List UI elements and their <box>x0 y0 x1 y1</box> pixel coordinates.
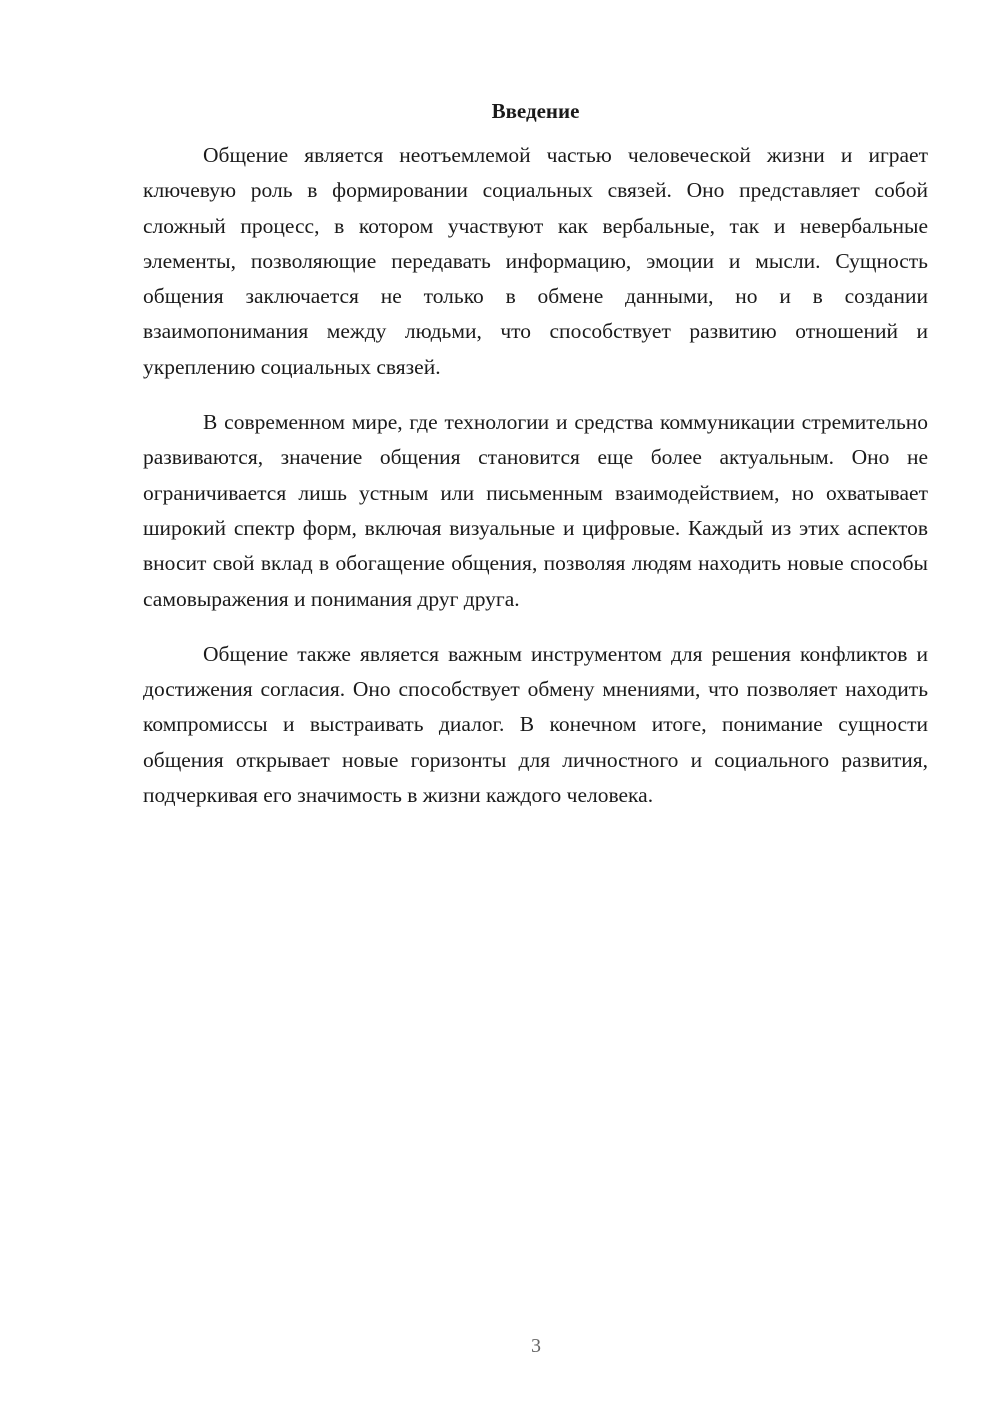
page-content <box>143 96 928 833</box>
paragraph-3: Общение также является важным инструментом для решения конфликтов и достижения согласия. Оно способствует обмену мнениями, что позволяет находить компромиссы и выстраивать диалог. В конечном итоге, понимание сущности общения открывает новые горизонты для личностного и социального развития, подчеркивая его значимость в жизни каждого человека. <box>143 641 928 808</box>
section-title: Введение <box>491 99 580 123</box>
paragraph-1: Общение является неотъемлемой частью человеческой жизни и играет ключевую роль в формировании социальных связей. Оно представляет собой сложный процесс, в котором участвуют как вербальные, так и невербальные элементы, позволяющие передавать информацию, эмоции и мысли. Сущность общения заключается не только в обмене данными, но и в создании взаимопонимания между людьми, что способствует развитию отношений и укреплению социальных связей. <box>143 143 928 379</box>
page-number: 3 <box>531 1335 541 1357</box>
paragraph-2: В современном мире, где технологии и средства коммуникации стремительно развиваются, значение общения становится еще более актуальным. Оно не ограничивается лишь устным или письменным взаимодействием, но охватывает широкий спектр форм, включая визуальные и цифровые. Каждый из этих аспектов вносит свой вклад в обогащение общения, позволяя людям находить новые способы самовыражения и понимания друг друга. <box>143 410 928 611</box>
